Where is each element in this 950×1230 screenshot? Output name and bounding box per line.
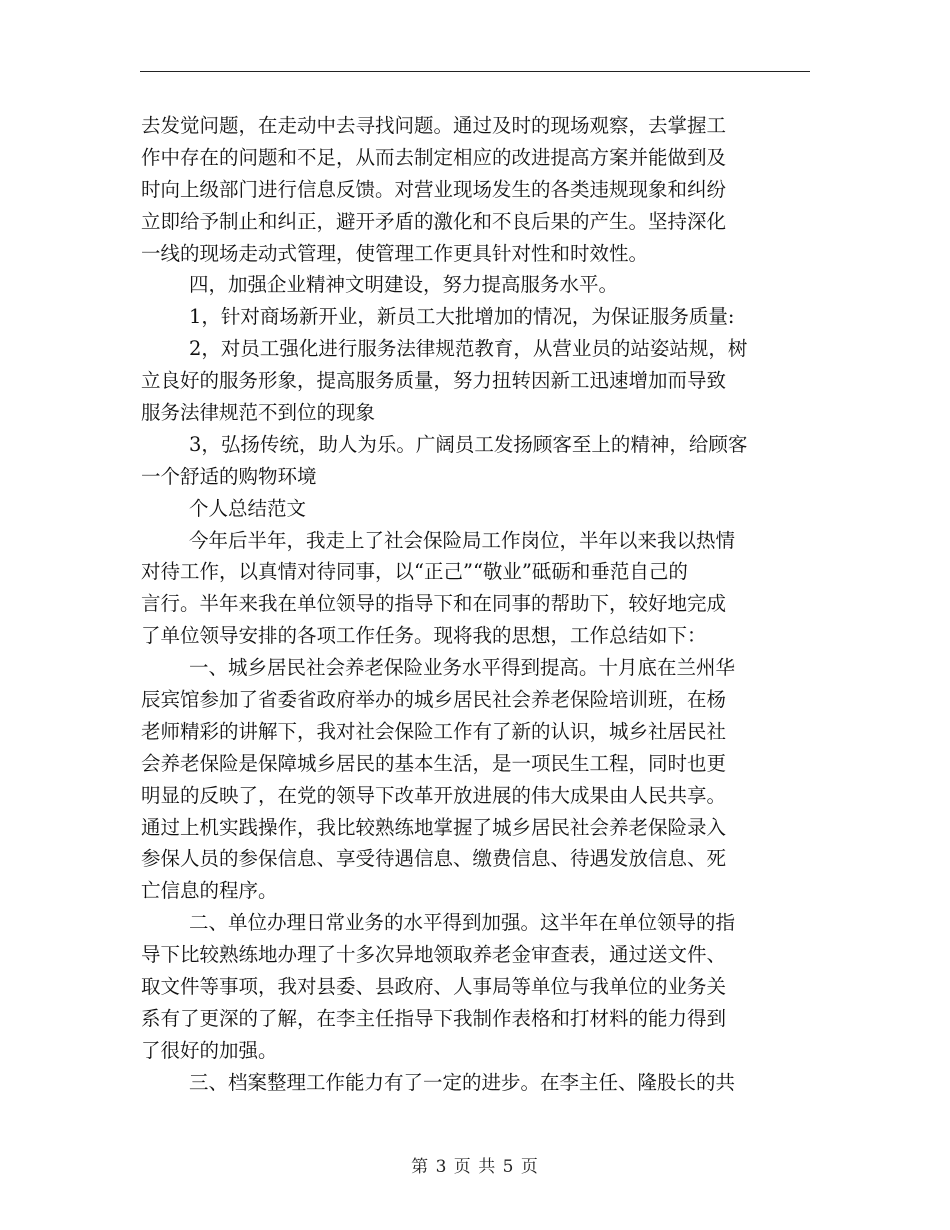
text-line: 时向上级部门进行信息反馈。对营业现场发生的各类违规现象和纠纷: [141, 177, 727, 201]
text-line: 了单位领导安排的各项工作任务。现将我的思想，工作总结如下：: [141, 624, 707, 648]
list-item: 2，对员工强化进行服务法律规范教育，从营业员的站姿站规，树: [189, 337, 748, 361]
text-line: 作中存在的问题和不足，从而去制定相应的改进提高方案并能做到及: [141, 145, 727, 169]
page-footer: [0, 1152, 950, 1177]
footer-prefix: 第: [411, 1157, 430, 1177]
section-title: 个人总结范文: [189, 496, 307, 520]
text-line: 系有了更深的了解，在李主任指导下我制作表格和打材料的能力得到: [141, 1006, 727, 1030]
text-line: 会养老保险是保障城乡居民的基本生活，是一项民生工程，同时也更: [141, 751, 727, 775]
text-line: 老师精彩的讲解下，我对社会保险工作有了新的认识，城乡社居民社: [141, 719, 727, 743]
paragraph-start: 今年后半年，我走上了社会保险局工作岗位，半年以来我以热情: [189, 528, 736, 552]
total-pages: 5: [502, 1157, 515, 1177]
paragraph-start: 二、单位办理日常业务的水平得到加强。这半年在单位领导的指: [189, 911, 736, 935]
paragraph-start: 一、城乡居民社会养老保险业务水平得到提高。十月底在兰州华: [189, 656, 736, 680]
text-line: 立即给予制止和纠正，避开矛盾的激化和不良后果的产生。坚持深化: [141, 209, 727, 233]
text-line: 亡信息的程序。: [141, 879, 278, 903]
paragraph-start: 三、档案整理工作能力有了一定的进步。在李主任、隆股长的共: [189, 1070, 736, 1094]
text-line: 辰宾馆参加了省委省政府举办的城乡居民社会养老保险培训班，在杨: [141, 688, 727, 712]
text-line: 通过上机实践操作，我比较熟练地掌握了城乡居民社会养老保险录入: [141, 815, 727, 839]
text-line: 一个舒适的购物环境: [141, 464, 317, 488]
section-heading: 四，加强企业精神文明建设，努力提高服务水平。: [189, 273, 619, 297]
text-line: 对待工作，以真情对待同事，以“正己”“敬业”砥砺和垂范自己的: [141, 560, 688, 584]
text-line: 导下比较熟练地办理了十多次异地领取养老金审查表，通过送文件、: [141, 943, 727, 967]
text-line: 参保人员的参保信息、享受待遇信息、缴费信息、待遇发放信息、死: [141, 847, 727, 871]
text-line: 取文件等事项，我对县委、县政府、人事局等单位与我单位的业务关: [141, 975, 727, 999]
footer-suffix: 页: [520, 1157, 539, 1177]
list-item: 3，弘扬传统，助人为乐。广阔员工发扬顾客至上的精神，给顾客: [189, 432, 748, 456]
current-page-number: 3: [435, 1157, 448, 1177]
text-line: 一线的现场走动式管理，使管理工作更具针对性和时效性。: [141, 241, 649, 265]
text-line: 立良好的服务形象，提高服务质量，努力扭转因新工迅速增加而导致: [141, 369, 727, 393]
text-line: 明显的反映了，在党的领导下改革开放进展的伟大成果由人民共享。: [141, 783, 727, 807]
list-item: 1，针对商场新开业，新员工大批增加的情况，为保证服务质量:: [189, 305, 735, 329]
text-line: 去发觉问题，在走动中去寻找问题。通过及时的现场观察，去掌握工: [141, 114, 727, 137]
text-line: 了很好的加强。: [141, 1038, 278, 1062]
header-rule: [140, 71, 810, 72]
text-line: 言行。半年来我在单位领导的指导下和在同事的帮助下，较好地完成: [141, 592, 727, 616]
footer-middle: 页 共: [453, 1157, 497, 1177]
text-line: 服务法律规范不到位的现象: [141, 401, 376, 425]
document-body: [141, 110, 811, 1099]
